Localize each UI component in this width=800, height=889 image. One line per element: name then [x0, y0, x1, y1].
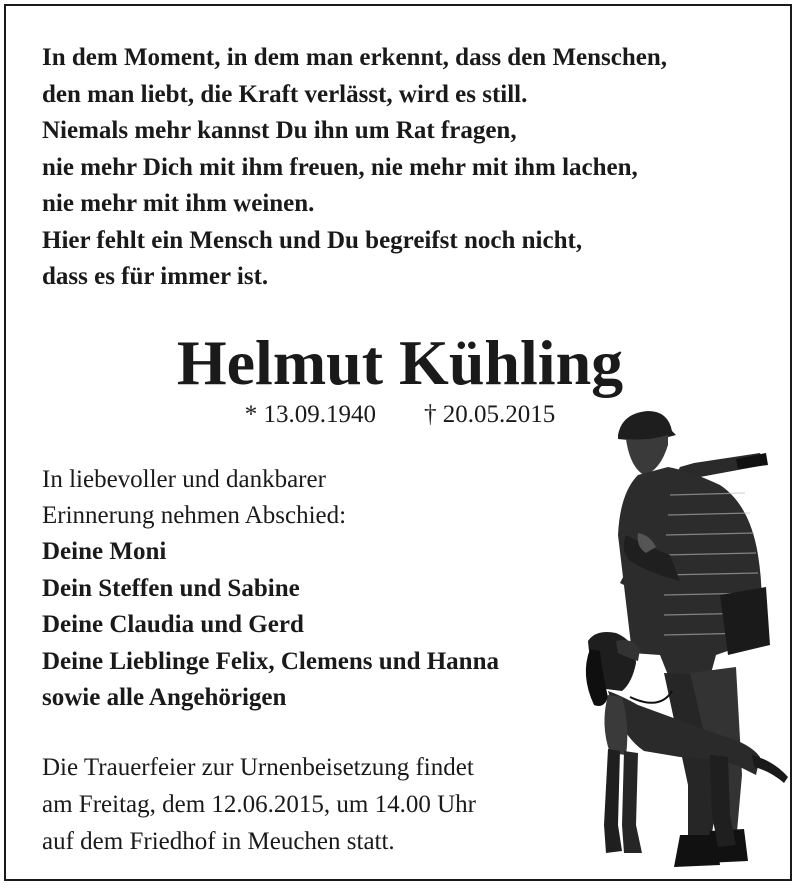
deceased-name: Helmut Kühling — [176, 327, 624, 398]
intro-line: In liebevoller und dankbarer — [42, 466, 326, 493]
death-date: † 20.05.2015 — [424, 401, 556, 428]
service-line: am Freitag, dem 12.06.2015, um 14.00 Uhr — [42, 791, 476, 818]
mourner-entry: Deine Moni — [42, 538, 167, 565]
mourner-entry: Deine Claudia und Gerd — [42, 611, 304, 638]
hunter-with-dog-icon — [560, 405, 795, 875]
mourner-entry: sowie alle Angehörigen — [42, 684, 287, 711]
poem-line: den man liebt, die Kraft verlässt, wird es still. — [42, 80, 528, 108]
birth-date: * 13.09.1940 — [244, 401, 376, 428]
poem-line: Hier fehlt ein Mensch und Du begreifst noch nicht, — [42, 226, 583, 254]
poem-line: nie mehr mit ihm weinen. — [42, 190, 315, 217]
poem-line: nie mehr Dich mit ihm freuen, nie mehr mit ihm lachen, — [42, 153, 638, 181]
mourner-entry: Dein Steffen und Sabine — [42, 574, 300, 602]
farewell-intro — [42, 462, 346, 534]
mourners-list — [42, 534, 499, 717]
service-line: Die Trauerfeier zur Urnenbeisetzung findet — [42, 754, 474, 781]
poem-line: dass es für immer ist. — [42, 263, 269, 290]
poem-line: Niemals mehr kannst Du ihn um Rat fragen, — [42, 117, 517, 144]
intro-line: Erinnerung nehmen Abschied: — [42, 502, 347, 529]
poem-line: In dem Moment, in dem man erkennt, dass den Menschen, — [42, 44, 668, 71]
memorial-poem — [42, 40, 772, 296]
service-info — [42, 749, 476, 860]
service-line: auf dem Friedhof in Meuchen statt. — [42, 828, 395, 855]
mourner-entry: Deine Lieblinge Felix, Clemens und Hanna — [42, 647, 499, 675]
hunter-figure — [618, 411, 770, 867]
